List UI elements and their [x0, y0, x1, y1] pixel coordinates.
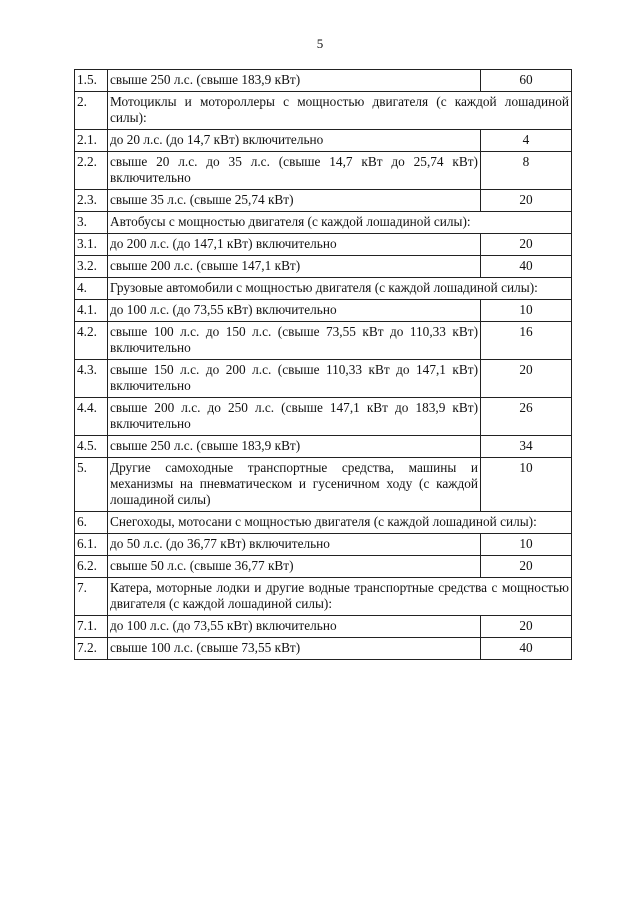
vehicle-description: свыше 250 л.с. (свыше 183,9 кВт): [108, 436, 481, 458]
row-number: 2.3.: [75, 190, 108, 212]
tax-rate: 26: [481, 398, 572, 436]
vehicle-description: свыше 50 л.с. (свыше 36,77 кВт): [108, 556, 481, 578]
tax-rate: 20: [481, 360, 572, 398]
vehicle-description: свыше 200 л.с. до 250 л.с. (свыше 147,1 кВт до 183,9 кВт) включительно: [108, 398, 481, 436]
table-row: [75, 616, 572, 638]
tax-rate: 10: [481, 534, 572, 556]
row-number: 6.1.: [75, 534, 108, 556]
vehicle-description: Грузовые автомобили с мощностью двигателя (с каждой лошадиной силы):: [108, 278, 572, 300]
section-heading-row: [75, 212, 572, 234]
table-row: [75, 234, 572, 256]
row-number: 7.1.: [75, 616, 108, 638]
tax-rate: 60: [481, 70, 572, 92]
table-row: [75, 130, 572, 152]
vehicle-description: свыше 250 л.с. (свыше 183,9 кВт): [108, 70, 481, 92]
row-number: 1.5.: [75, 70, 108, 92]
table-row: [75, 458, 572, 512]
row-number: 4.4.: [75, 398, 108, 436]
table-row: [75, 398, 572, 436]
table-row: [75, 436, 572, 458]
section-heading-row: [75, 92, 572, 130]
vehicle-description: до 100 л.с. (до 73,55 кВт) включительно: [108, 616, 481, 638]
tax-rate: 20: [481, 616, 572, 638]
row-number: 5.: [75, 458, 108, 512]
row-number: 3.: [75, 212, 108, 234]
vehicle-description: свыше 20 л.с. до 35 л.с. (свыше 14,7 кВт до 25,74 кВт) включительно: [108, 152, 481, 190]
vehicle-description: до 50 л.с. (до 36,77 кВт) включительно: [108, 534, 481, 556]
row-number: 4.1.: [75, 300, 108, 322]
vehicle-description: Снегоходы, мотосани с мощностью двигателя (с каждой лошадиной силы):: [108, 512, 572, 534]
table-row: [75, 256, 572, 278]
tax-rate: 40: [481, 638, 572, 660]
row-number: 4.2.: [75, 322, 108, 360]
tax-rate: 10: [481, 300, 572, 322]
table-row: [75, 152, 572, 190]
tax-rate: 20: [481, 556, 572, 578]
vehicle-description: до 200 л.с. (до 147,1 кВт) включительно: [108, 234, 481, 256]
tax-rate: 20: [481, 234, 572, 256]
vehicle-description: Мотоциклы и мотороллеры с мощностью двигателя (с каждой лошадиной силы):: [108, 92, 572, 130]
tax-rates-table: [74, 69, 572, 660]
row-number: 4.5.: [75, 436, 108, 458]
vehicle-description: Катера, моторные лодки и другие водные транспортные средства с мощностью двигателя (с каждой лошадиной силы):: [108, 578, 572, 616]
row-number: 4.3.: [75, 360, 108, 398]
table-row: [75, 360, 572, 398]
vehicle-description: до 100 л.с. (до 73,55 кВт) включительно: [108, 300, 481, 322]
vehicle-description: Другие самоходные транспортные средства, машины и механизмы на пневматическом и гусеничном ходу (с каждой лошадиной силы): [108, 458, 481, 512]
table-row: [75, 300, 572, 322]
row-number: 2.2.: [75, 152, 108, 190]
tax-rate: 8: [481, 152, 572, 190]
row-number: 6.: [75, 512, 108, 534]
page-number: 5: [316, 36, 324, 51]
section-heading-row: [75, 278, 572, 300]
row-number: 7.: [75, 578, 108, 616]
row-number: 4.: [75, 278, 108, 300]
vehicle-description: Автобусы с мощностью двигателя (с каждой лошадиной силы):: [108, 212, 572, 234]
row-number: 3.1.: [75, 234, 108, 256]
tax-rate: 40: [481, 256, 572, 278]
tax-rate: 34: [481, 436, 572, 458]
table-row: [75, 534, 572, 556]
row-number: 6.2.: [75, 556, 108, 578]
tax-rate: 16: [481, 322, 572, 360]
table-row: [75, 70, 572, 92]
section-heading-row: [75, 512, 572, 534]
vehicle-description: свыше 200 л.с. (свыше 147,1 кВт): [108, 256, 481, 278]
table-row: [75, 190, 572, 212]
row-number: 2.1.: [75, 130, 108, 152]
vehicle-description: свыше 35 л.с. (свыше 25,74 кВт): [108, 190, 481, 212]
table-row: [75, 556, 572, 578]
table-row: [75, 322, 572, 360]
tax-rate: 10: [481, 458, 572, 512]
row-number: 3.2.: [75, 256, 108, 278]
tax-rate: 20: [481, 190, 572, 212]
vehicle-description: свыше 100 л.с. (свыше 73,55 кВт): [108, 638, 481, 660]
vehicle-description: до 20 л.с. (до 14,7 кВт) включительно: [108, 130, 481, 152]
tax-rate: 4: [481, 130, 572, 152]
row-number: 2.: [75, 92, 108, 130]
vehicle-description: свыше 100 л.с. до 150 л.с. (свыше 73,55 кВт до 110,33 кВт) включительно: [108, 322, 481, 360]
vehicle-description: свыше 150 л.с. до 200 л.с. (свыше 110,33 кВт до 147,1 кВт) включительно: [108, 360, 481, 398]
row-number: 7.2.: [75, 638, 108, 660]
section-heading-row: [75, 578, 572, 616]
table-row: [75, 638, 572, 660]
